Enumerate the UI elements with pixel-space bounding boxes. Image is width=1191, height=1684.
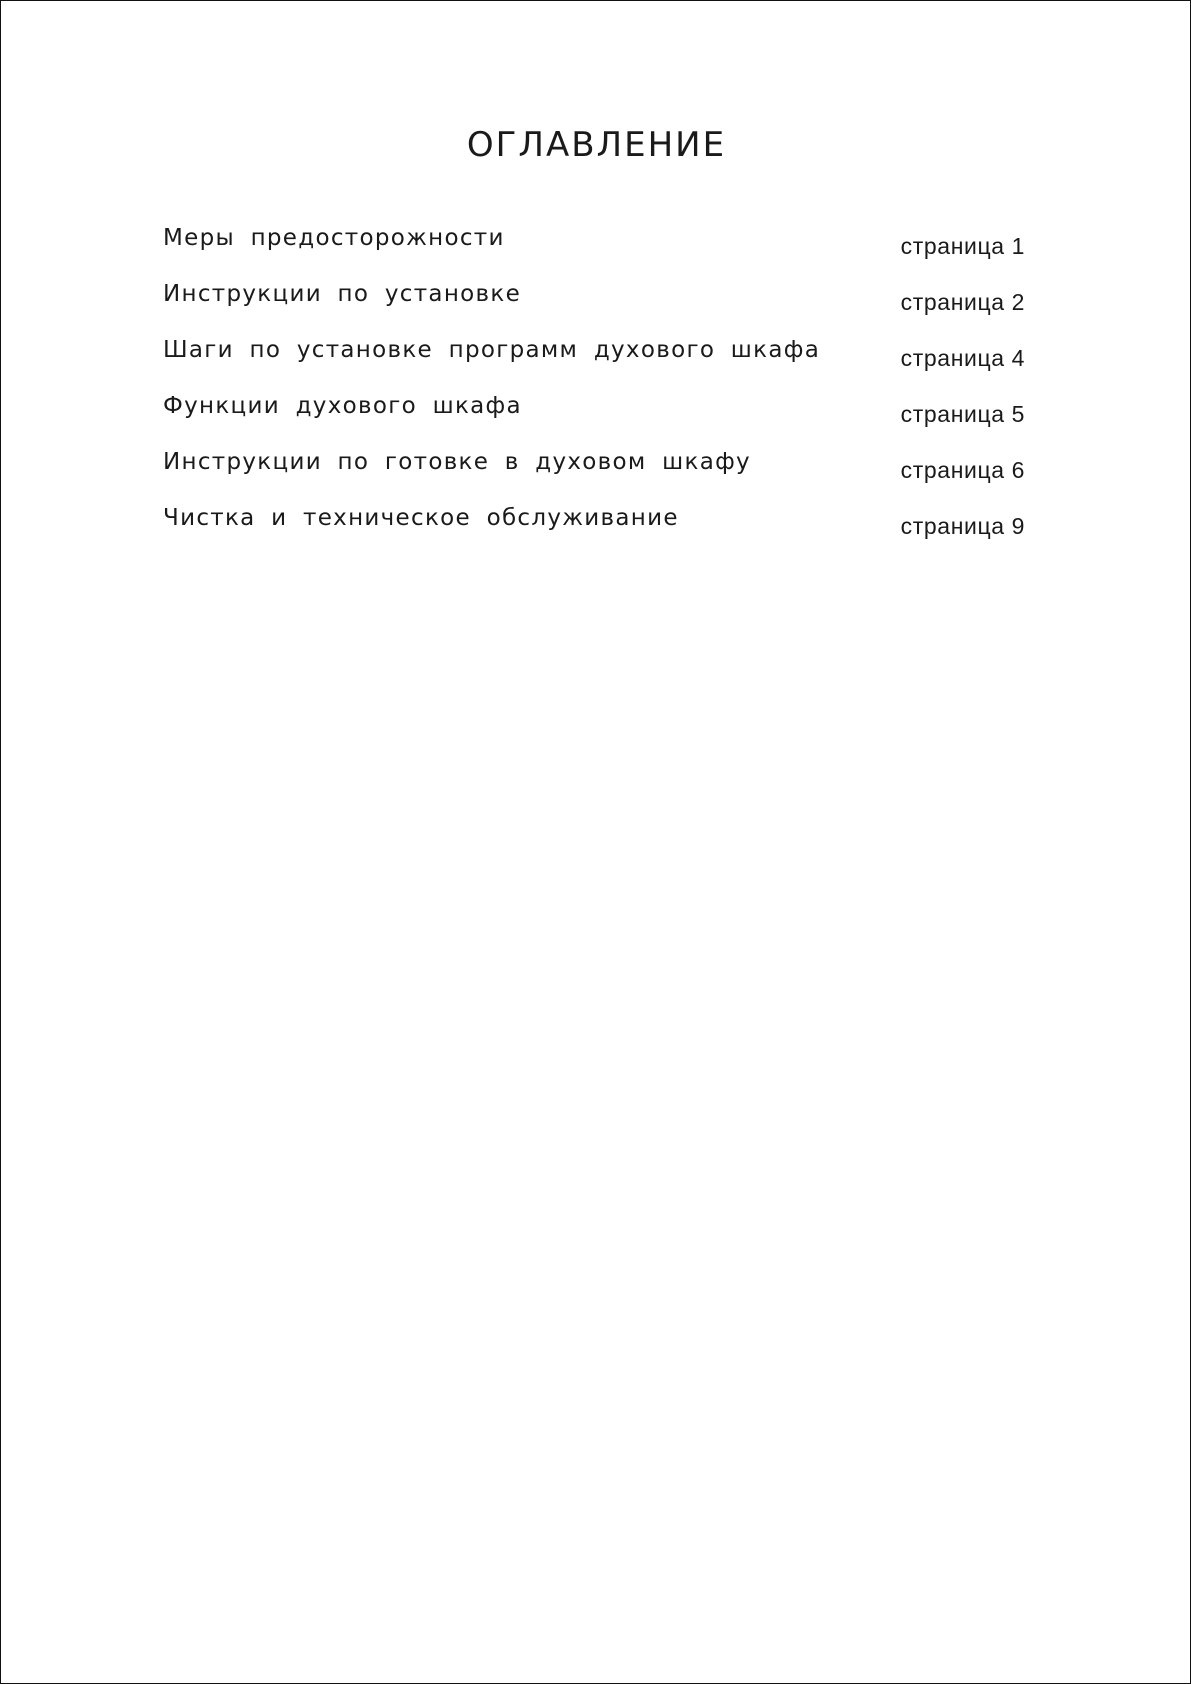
toc-page-number: страница 5 [900, 401, 1025, 427]
toc-page-number: страница 1 [900, 233, 1025, 259]
toc-page-number: страница 6 [900, 457, 1025, 483]
toc-page-number: страница 9 [900, 513, 1025, 539]
toc-page-number: страница 4 [900, 345, 1025, 371]
toc-row [163, 447, 1033, 503]
toc-entry-title: Шаги по установке программ духового шкафа [163, 337, 821, 363]
toc-row [163, 503, 1033, 559]
toc-entry-title: Функции духового шкафа [163, 393, 522, 419]
toc-row [163, 279, 1033, 335]
toc-entry-title: Чистка и техническое обслуживание [163, 505, 679, 531]
page-title: ОГЛАВЛЕНИЕ [466, 125, 727, 165]
toc-entry-title: Инструкции по установке [163, 281, 522, 307]
toc-row [163, 335, 1033, 391]
toc-page-number: страница 2 [900, 289, 1025, 315]
toc-row [163, 391, 1033, 447]
toc-row [163, 223, 1033, 279]
toc-entry-title: Инструкции по готовке в духовом шкафу [163, 449, 751, 475]
table-of-contents [163, 223, 1033, 559]
toc-entry-title: Меры предосторожности [163, 225, 505, 251]
